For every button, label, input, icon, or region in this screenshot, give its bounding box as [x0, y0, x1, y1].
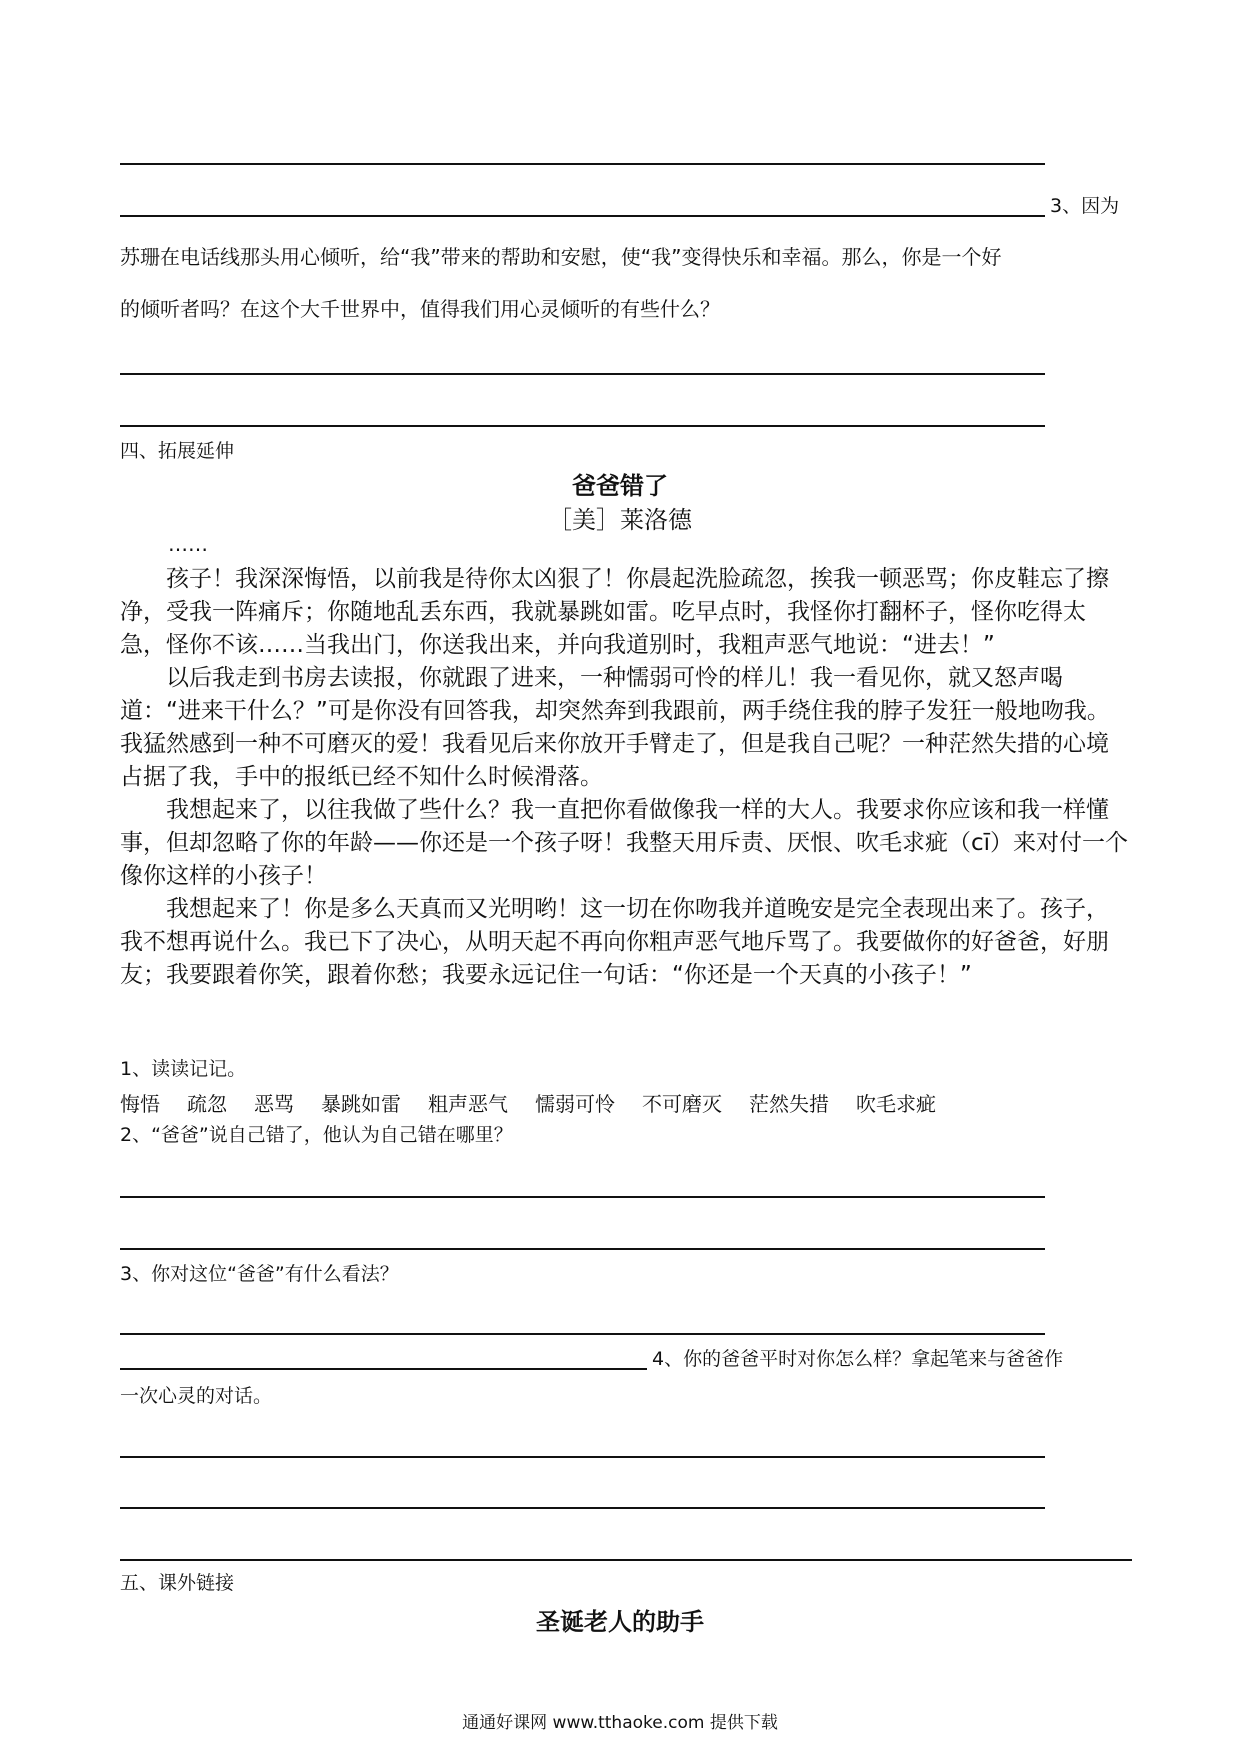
- section-5-heading: 五、课外链接: [120, 1572, 235, 1594]
- story-paragraph: 我想起来了，以往我做了些什么？我一直把你看做像我一样的大人。我要求你应该和我一样懂事，但却忽略了你的年龄——你还是一个孩子呀！我整天用斥责、厌恨、吹毛求疵（cī）来对付一个像你这样的小孩子！: [120, 797, 1129, 889]
- answer-line[interactable]: [120, 1333, 1045, 1335]
- footer-text: 通通好课网 www.tthaoke.com 提供下载: [462, 1713, 778, 1733]
- answer-line[interactable]: [120, 1248, 1045, 1250]
- answer-line[interactable]: [120, 1507, 1045, 1509]
- vocab-word: 疏忽: [187, 1092, 227, 1116]
- answer-line[interactable]: [120, 373, 1045, 375]
- answer-line[interactable]: [120, 215, 1045, 217]
- vocab-word: 懦弱可怜: [535, 1092, 615, 1116]
- vocab-word: 悔悟: [120, 1092, 160, 1116]
- section-divider: [120, 1559, 1132, 1561]
- vocab-word: 粗声恶气: [428, 1092, 508, 1116]
- story-paragraph: 孩子！我深深悔悟，以前我是待你太凶狠了！你晨起洗脸疏忽，挨我一顿恶骂；你皮鞋忘了擦净，受我一阵痛斥；你随地乱丢东西，我就暴跳如雷。吃早点时，我怪你打翻杯子，怪你吃得太急，怪你不该……当我出门，你送我出来，并向我道别时，我粗声恶气地说：“进去！”: [120, 566, 1109, 658]
- answer-line[interactable]: [120, 1196, 1045, 1198]
- section-4-heading: 四、拓展延伸: [120, 440, 235, 462]
- answer-line[interactable]: [120, 1368, 647, 1370]
- question-3b-label: 3、你对这位“爸爸”有什么看法？: [120, 1263, 399, 1285]
- answer-line[interactable]: [120, 163, 1045, 165]
- story-paragraph: 我想起来了！你是多么天真而又光明哟！这一切在你吻我并道晚安是完全表现出来了。孩子，我不想再说什么。我已下了决心，从明天起不再向你粗声恶气地斥骂了。我要做你的好爸爸，好朋友；我要跟着你笑，跟着你愁；我要永远记住一句话：“你还是一个天真的小孩子！”: [120, 896, 1109, 988]
- question-2-label: 2、“爸爸”说自己错了，他认为自己错在哪里？: [120, 1124, 513, 1146]
- question-3-text-line1: 苏珊在电话线那头用心倾听，给“我”带来的帮助和安慰，使“我”变得快乐和幸福。那么，你是一个好: [120, 245, 1002, 269]
- vocab-word: 吹毛求疵: [856, 1092, 936, 1116]
- question-4-label-cont: 一次心灵的对话。: [120, 1385, 273, 1407]
- vocab-list: [120, 1092, 963, 1116]
- answer-line[interactable]: [120, 425, 1045, 427]
- story2-title: 圣诞老人的助手: [536, 1608, 704, 1636]
- question-3-text-line2: 的倾听者吗？在这个大千世界中，值得我们用心灵倾听的有些什么？: [120, 297, 720, 321]
- question-3-prefix: 3、因为: [1050, 195, 1120, 217]
- story-body: [120, 563, 1130, 992]
- vocab-word: 恶骂: [254, 1092, 294, 1116]
- story-author: ［美］莱洛德: [548, 506, 692, 534]
- story-title: 爸爸错了: [572, 472, 668, 500]
- vocab-word: 暴跳如雷: [321, 1092, 401, 1116]
- vocab-word: 不可磨灭: [642, 1092, 722, 1116]
- question-1-label: 1、读读记记。: [120, 1058, 247, 1080]
- vocab-word: 茫然失措: [749, 1092, 829, 1116]
- answer-line[interactable]: [120, 1456, 1045, 1458]
- story-ellipsis: ……: [168, 532, 208, 556]
- story-paragraph: 以后我走到书房去读报，你就跟了进来，一种懦弱可怜的样儿！我一看见你，就又怒声喝道：“进来干什么？”可是你没有回答我，却突然奔到我跟前，两手绕住我的脖子发狂一般地吻我。我猛然感到一种不可磨灭的爱！我看见后来你放开手臂走了，但是我自己呢？一种茫然失措的心境占据了我，手中的报纸已经不知什么时候滑落。: [120, 665, 1110, 790]
- question-4-label: 4、你的爸爸平时对你怎么样？拿起笔来与爸爸作: [652, 1348, 1064, 1370]
